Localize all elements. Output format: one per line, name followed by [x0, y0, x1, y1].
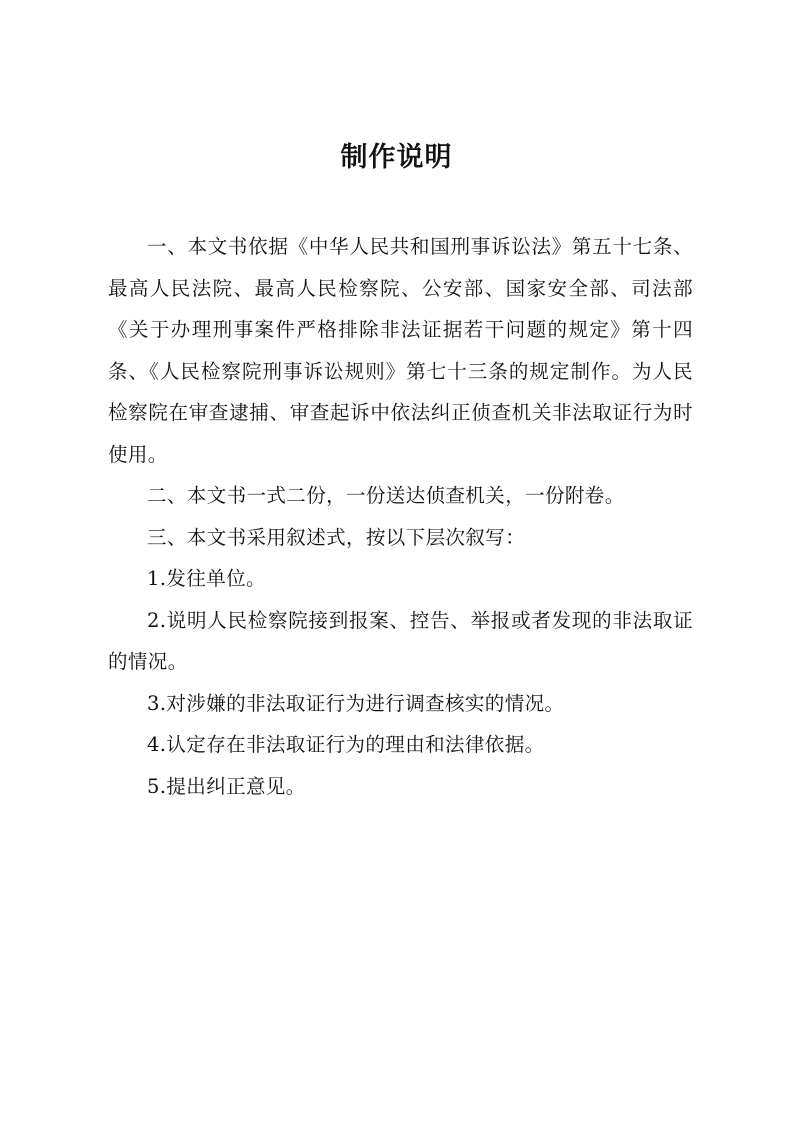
- list-item-5: 5.提出纠正意见。: [147, 774, 306, 798]
- list-item-2: 2.说明人民检察院接到报案、控告、举报或者发现的非法取证的情况。: [108, 608, 693, 673]
- list-item-3: 3.对涉嫌的非法取证行为进行调查核实的情况。: [147, 691, 565, 715]
- document-body: [108, 226, 693, 807]
- list-item-1: 1.发往单位。: [147, 567, 266, 590]
- page-title: 制作说明: [340, 142, 453, 173]
- paragraph-basis: 一、本文书依据《中华人民共和国刑事诉讼法》第五十七条、最高人民法院、最高人民检察院、公安部、国家安全部、司法部《关于办理刑事案件严格排除非法证据若干问题的规定》第十四条、《人民检察院刑事诉讼规则》第七十三条的规定制作。为人民检察院在审查逮捕、审查起诉中依法纠正侦查机关非法取证行为时使用。: [108, 235, 693, 466]
- paragraph-copies: 二、本文书一式二份，一份送达侦查机关，一份附卷。: [147, 484, 625, 507]
- paragraph-format: 三、本文书采用叙述式，按以下层次叙写：: [147, 525, 526, 549]
- list-item-4: 4.认定存在非法取证行为的理由和法律依据。: [147, 733, 545, 756]
